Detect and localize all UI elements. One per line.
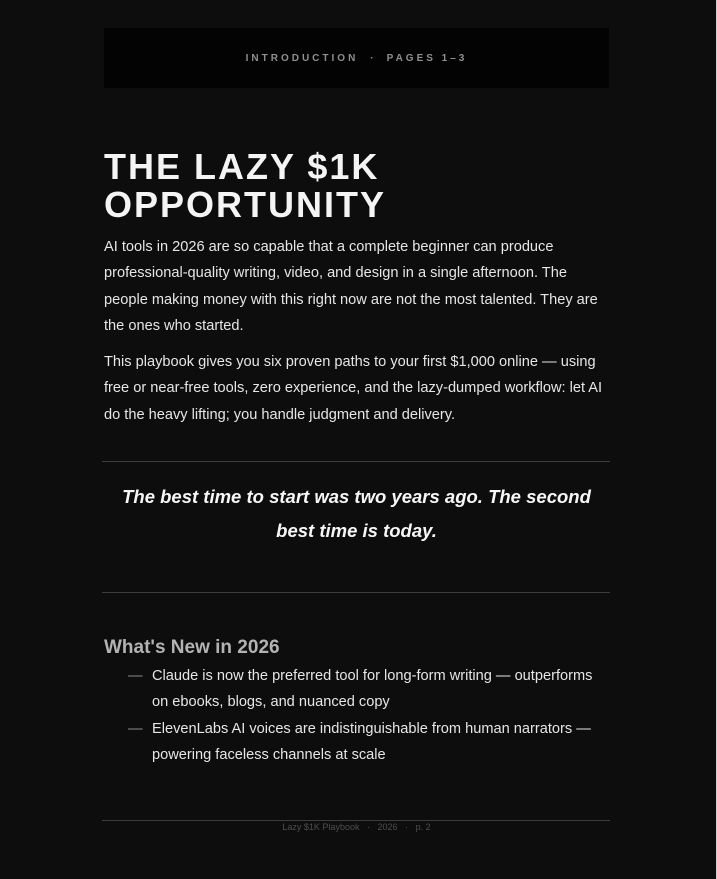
footer-book-title: Lazy $1K Playbook — [282, 822, 360, 832]
page-footer — [104, 822, 609, 832]
footer-separator: · — [405, 822, 409, 832]
banner-section-label: INTRODUCTION — [245, 52, 359, 64]
intro-paragraph-1: AI tools in 2026 are so capable that a complete beginner can produce professional-quality writing, video, and design in a single afternoon. The people making money with this right now are not the most talented. They are the ones who started. — [104, 239, 598, 334]
list-item — [128, 664, 598, 715]
dash-bullet-icon: — — [128, 668, 143, 684]
pull-quote: The best time to start was two years ago. The second best time is today. — [122, 486, 591, 541]
list-item — [128, 717, 598, 768]
document-page — [104, 28, 609, 832]
list-item-text: ElevenLabs AI voices are indistinguishable from human narrators — powering faceless channels at scale — [152, 721, 591, 763]
list-item-text: Claude is now the preferred tool for long-form writing — outperforms on ebooks, blogs, and nuanced copy — [152, 668, 593, 710]
whats-new-list — [128, 664, 598, 770]
footer-page-number: p. 2 — [415, 822, 431, 832]
footer-year: 2026 — [377, 822, 398, 832]
chapter-banner — [104, 28, 609, 88]
intro-paragraph-2: This playbook gives you six proven paths to your first $1,000 online — using free or near-free tools, zero experience, and the lazy-dumped workflow: let AI do the heavy lifting; you handle judgment and delivery. — [104, 354, 603, 423]
banner-separator: · — [370, 52, 377, 64]
whats-new-heading: What's New in 2026 — [104, 637, 280, 658]
dash-bullet-icon: — — [128, 721, 143, 737]
quote-divider-top — [102, 461, 610, 462]
page-title-line-2: OPPORTUNITY — [104, 184, 387, 225]
quote-divider-bottom — [102, 592, 610, 593]
banner-pages-label: PAGES 1–3 — [386, 52, 468, 64]
footer-separator: · — [366, 822, 370, 832]
page-title-line-1: THE LAZY $1K — [104, 146, 380, 187]
page-title — [104, 148, 609, 224]
footer-divider — [102, 820, 610, 821]
